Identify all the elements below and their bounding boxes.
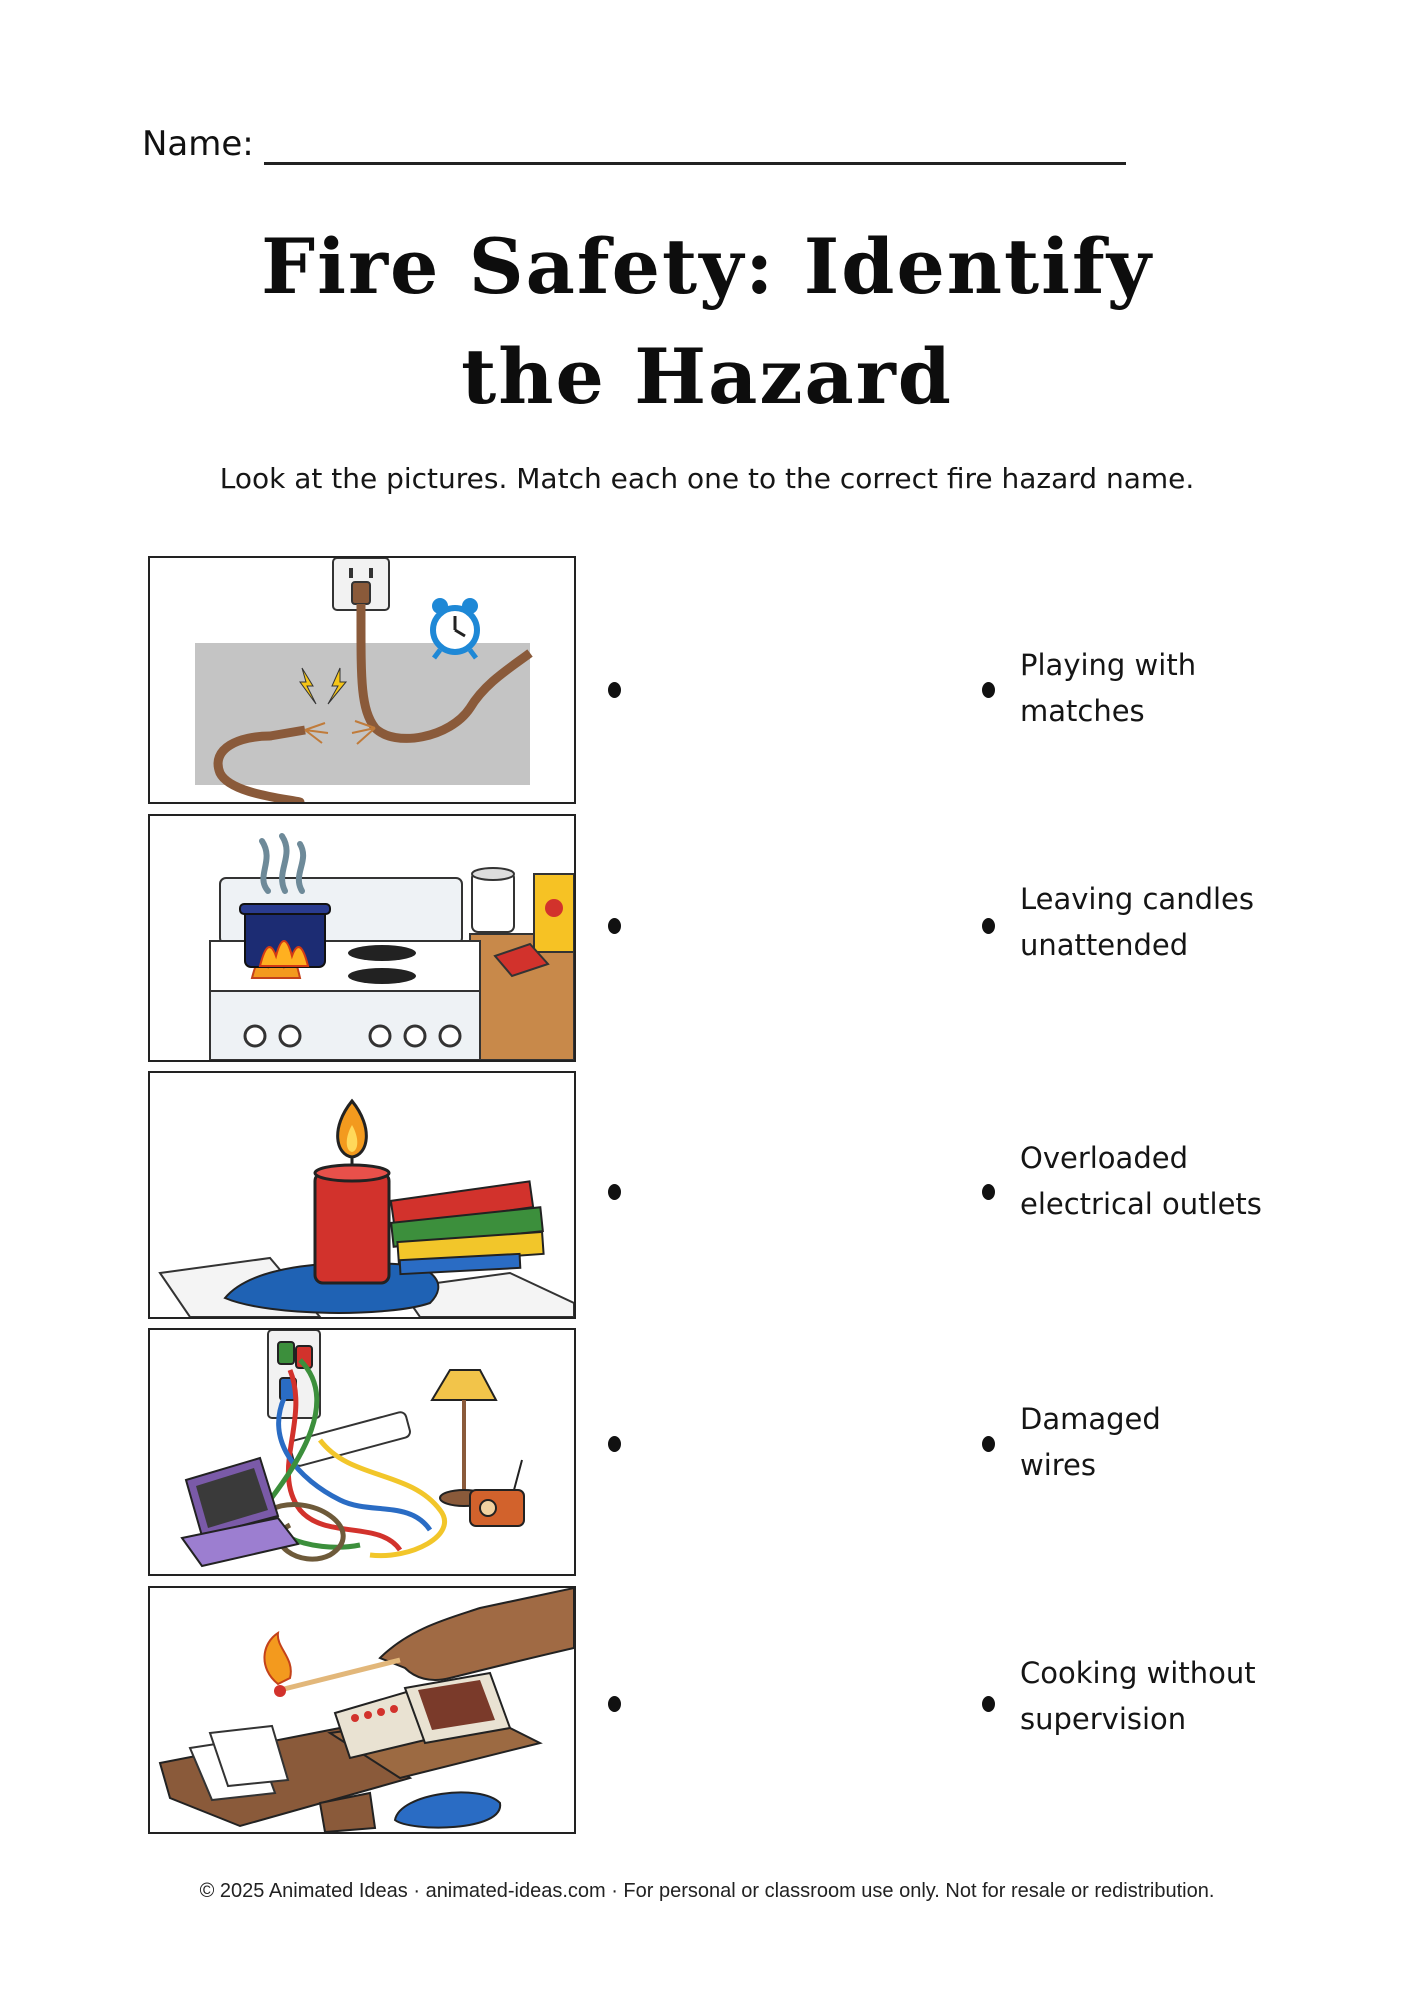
match-row-4 bbox=[0, 1328, 1414, 1574]
right-match-dot-5[interactable] bbox=[982, 1696, 995, 1712]
answer-label-4 bbox=[1020, 1396, 1320, 1488]
answer-2-line-2: unattended bbox=[1020, 928, 1189, 962]
footer-copyright: © 2025 Animated Ideas · animated-ideas.com · For personal or classroom use only. Not for resale or redistribution. bbox=[199, 1880, 1215, 1902]
name-label: Name: bbox=[142, 124, 254, 164]
instructions: Look at the pictures. Match each one to the correct fire hazard name. bbox=[219, 462, 1195, 495]
answer-2-line-1: Leaving candles bbox=[1020, 882, 1254, 916]
left-match-dot-4[interactable] bbox=[608, 1436, 621, 1452]
hand-lighting-match-icon bbox=[148, 1586, 576, 1834]
answer-label-2 bbox=[1020, 876, 1320, 968]
answer-5-line-2: supervision bbox=[1020, 1702, 1187, 1736]
page-title bbox=[200, 212, 1214, 432]
answer-3-line-2: electrical outlets bbox=[1020, 1187, 1262, 1221]
title-line-2: the Hazard bbox=[461, 332, 953, 421]
right-match-dot-4[interactable] bbox=[982, 1436, 995, 1452]
match-row-1 bbox=[0, 556, 1414, 802]
left-match-dot-2[interactable] bbox=[608, 918, 621, 934]
name-row bbox=[142, 118, 1122, 168]
answer-4-line-2: wires bbox=[1020, 1448, 1097, 1482]
left-match-dot-1[interactable] bbox=[608, 682, 621, 698]
match-row-5 bbox=[0, 1586, 1414, 1832]
answer-5-line-1: Cooking without bbox=[1020, 1656, 1256, 1690]
answer-1-line-2: matches bbox=[1020, 694, 1145, 728]
damaged-wire-icon bbox=[148, 556, 576, 804]
answer-1-line-1: Playing with bbox=[1020, 648, 1197, 682]
candle-books-icon bbox=[148, 1071, 576, 1319]
title-line-1: Fire Safety: Identify bbox=[261, 222, 1153, 311]
left-match-dot-5[interactable] bbox=[608, 1696, 621, 1712]
right-match-dot-3[interactable] bbox=[982, 1184, 995, 1200]
right-match-dot-1[interactable] bbox=[982, 682, 995, 698]
match-row-3 bbox=[0, 1071, 1414, 1317]
name-write-line[interactable] bbox=[264, 162, 1126, 165]
overloaded-outlet-icon bbox=[148, 1328, 576, 1576]
stove-cooking-icon bbox=[148, 814, 576, 1062]
answer-label-5 bbox=[1020, 1650, 1320, 1742]
left-match-dot-3[interactable] bbox=[608, 1184, 621, 1200]
match-row-2 bbox=[0, 814, 1414, 1060]
right-match-dot-2[interactable] bbox=[982, 918, 995, 934]
answer-3-line-1: Overloaded bbox=[1020, 1141, 1188, 1175]
answer-label-1 bbox=[1020, 642, 1320, 734]
answer-4-line-1: Damaged bbox=[1020, 1402, 1161, 1436]
answer-label-3 bbox=[1020, 1135, 1320, 1227]
